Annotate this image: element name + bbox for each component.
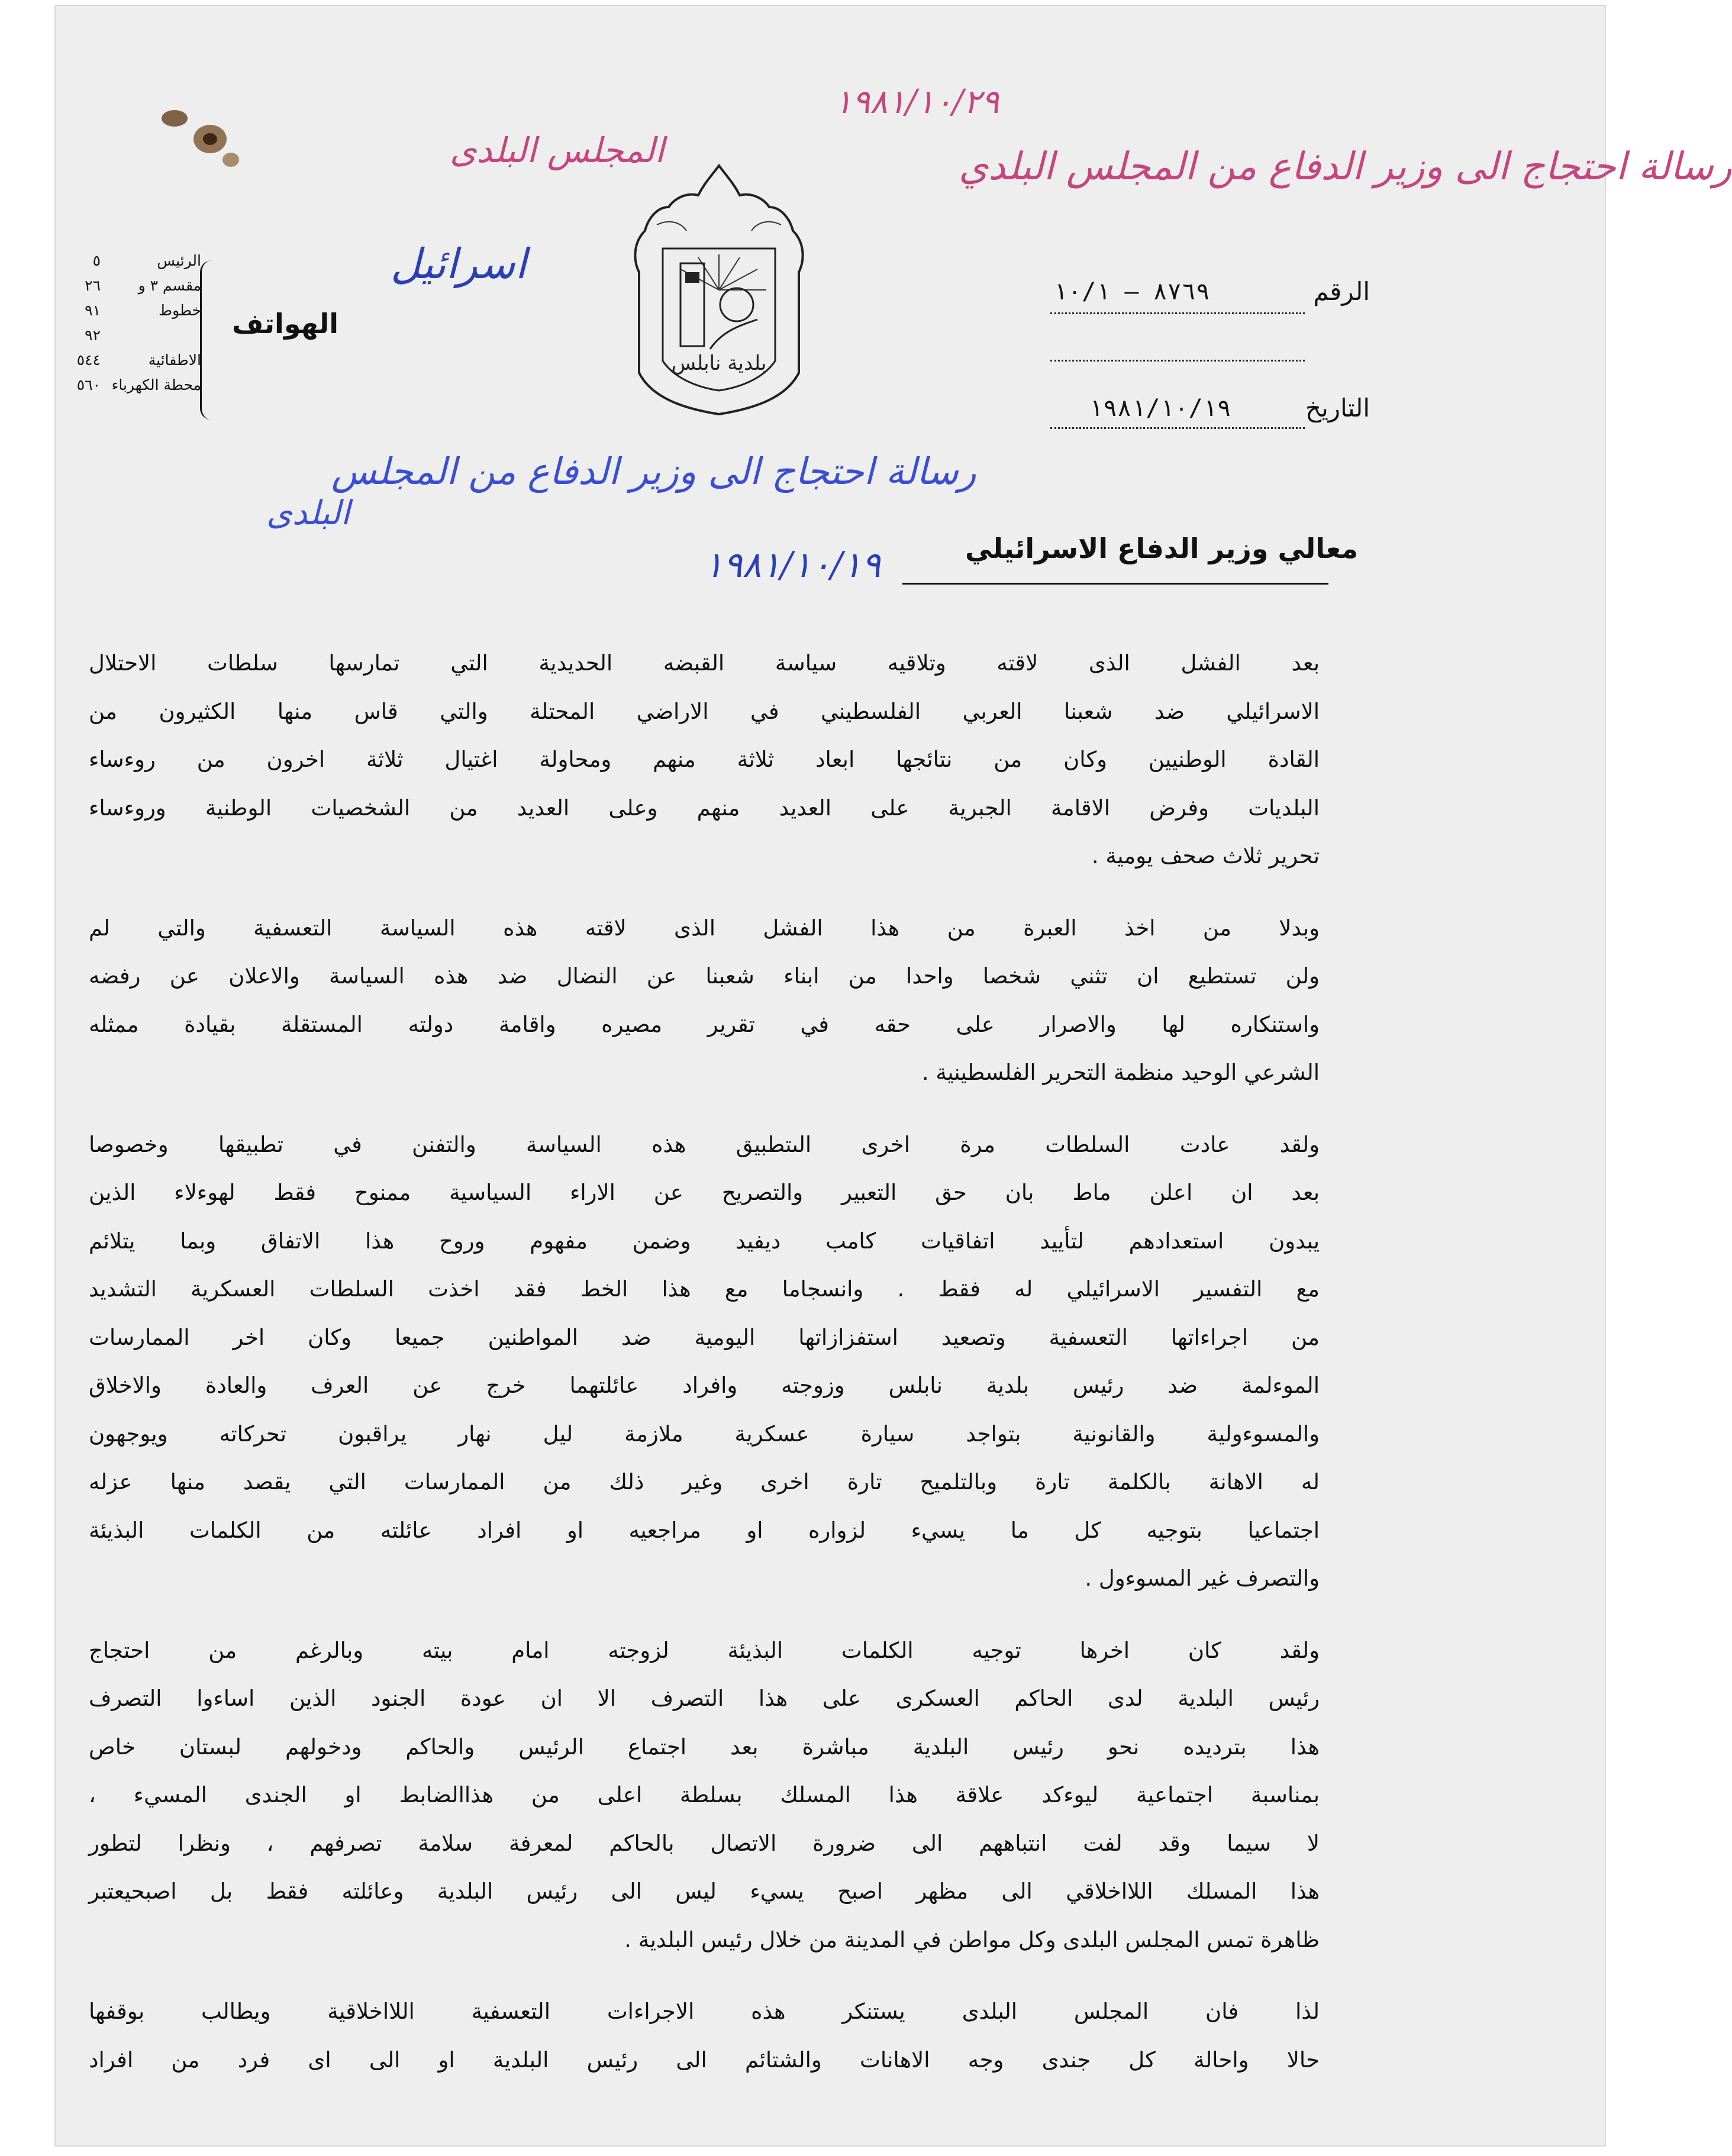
phones-brace: [200, 260, 216, 420]
phone-number: ٩٢: [85, 327, 101, 344]
phone-label: خطوط: [159, 302, 201, 319]
body-line: واستنكاره لها والاصرار على حقه في تقرير مصيره واقامة دولته المستقلة بقيادة ممثله: [89, 1011, 1320, 1037]
body-line: بعد الفشل الذى لاقته وتلاقيه سياسة القبضه الحديدية التي تمارسها سلطات الاحتلال: [89, 650, 1320, 676]
reference-underline-2: [1050, 360, 1305, 362]
handwritten-blue-note-cont: البلدى: [266, 494, 350, 532]
phone-numbers: [59, 248, 101, 398]
reference-number-value: ٨٧٦٩ — ١٠/١: [1053, 278, 1210, 305]
reference-underline: [1050, 312, 1305, 314]
body-line: تحرير ثلاث صحف يومية .: [1091, 843, 1320, 869]
body-line: هذا المسلك اللااخلاقي الى مظهر اصبح يسيء ليس الى رئيس البلدية وعائلته فقط بل اصبحيعتبر: [89, 1879, 1320, 1904]
phone-label: الاطفائية: [148, 351, 201, 369]
body-line: البلديات وفرض الاقامة الجبرية على العديد منهم وعلى العديد من الشخصيات الوطنية وروءساء: [89, 795, 1320, 821]
body-line: ولقد عادت السلطات مرة اخرى الىتطبيق هذه السياسة والتفنن في تطبيقها وخصوصا: [89, 1131, 1320, 1157]
addressee: معالي وزير الدفاع الاسرائيلي: [965, 532, 1358, 564]
handwritten-red-date: ١٩٨١/١٠/٢٩: [834, 83, 999, 121]
body-line: الشرعي الوحيد منظمة التحرير الفلسطينية .: [921, 1060, 1320, 1085]
body-line: والتصرف غير المسوءول .: [1085, 1566, 1320, 1591]
handwritten-blue-date: ١٩٨١/١٠/١٩: [704, 544, 881, 586]
paragraph-4: [89, 1626, 1320, 1964]
body-line: ولقد كان اخرها توجيه الكلمات البذيئة لزوجته امام بيته وبالرغم من احتجاج: [89, 1637, 1320, 1663]
addressee-underline: [902, 583, 1328, 585]
nablus-municipality-emblem: [621, 160, 817, 420]
date-label: التاريخ: [1305, 393, 1370, 422]
phone-labels: [112, 248, 201, 398]
phone-label: مقسم ٣ و: [138, 277, 201, 294]
body-line: لا سيما وقد لفت انتباههم الى ضرورة الاتصال بالحاكم لمعرفة سلامة تصرفهم ، ونظرا لتطور: [89, 1830, 1320, 1856]
handwritten-red-note-cont: المجلس البلدى: [450, 130, 665, 170]
phone-number: ٥٤٤: [76, 351, 101, 369]
paragraph-1: [89, 639, 1320, 880]
date-underline: [1050, 427, 1305, 429]
body-line: لذا فان المجلس البلدى يستنكر هذه الاجراءات التعسفية اللااخلاقية ويطالب بوقفها: [89, 1999, 1320, 2024]
body-line: مع التفسير الاسرائيلي له فقط . وانسجاما مع هذا الخط فقد اخذت السلطات العسكرية التشديد: [89, 1276, 1320, 1302]
phones-title: الهواتف: [232, 308, 339, 340]
phone-label: [112, 323, 201, 348]
body-line: يبدون استعدادهم لتأييد اتفاقيات كامب ديفيد وضمن مفهوم وروح هذا الاتفاق وبما يتلائم: [89, 1228, 1320, 1254]
paragraph-3: [89, 1121, 1320, 1603]
body-line: حالا واحالة كل جندى وجه الاهانات والشتائم الى رئيس البلدية او الى اى فرد من افراد: [89, 2047, 1320, 2073]
body-line: له الاهانة بالكلمة تارة وبالتلميح تارة اخرى وغير ذلك من الممارسات التي يقصد منها عزله: [89, 1469, 1320, 1495]
reference-number-label: الرقم: [1313, 277, 1370, 306]
body-line: رئيس البلدية لدى الحاكم العسكرى على هذا التصرف الا ان عودة الجنود الذين اساءوا التصرف: [89, 1686, 1320, 1711]
phone-label: محطة الكهرباء: [111, 376, 201, 393]
phone-label: الرئيس: [157, 252, 201, 269]
body-line: ولن تستطيع ان تثني شخصا واحدا من ابناء شعبنا عن النضال ضد هذه السياسة والاعلان عن رفضه: [89, 963, 1320, 989]
body-line: اجتماعيا بتوجيه كل ما يسيء لزواره او مراجعيه او افراد عائلته من الكلمات البذيئة: [89, 1517, 1320, 1543]
body-line: والمسوءولية والقانونية بتواجد سيارة عسكرية ملازمة ليل نهار يراقبون تحركاته ويوجهون: [89, 1421, 1320, 1447]
paragraph-2: [89, 904, 1320, 1097]
letter-body: [89, 639, 1320, 2084]
body-line: القادة الوطنيين وكان من نتائجها ابعاد ثلاثة منهم ومحاولة اغتيال ثلاثة اخرون من روءساء: [89, 747, 1320, 772]
body-line: الموءلمة ضد رئيس بلدية نابلس وزوجته وافراد عائلتهما خرج عن العرف والعادة والاخلاق: [89, 1373, 1320, 1398]
phone-number: ٥٦٠: [76, 376, 101, 393]
body-line: ظاهرة تمس المجلس البلدى وكل مواطن في المدينة من خلال رئيس البلدية .: [624, 1926, 1320, 1952]
body-line: الاسرائيلي ضد شعبنا العربي الفلسطيني في الاراضي المحتلة والتي قاس منها الكثيرون من: [89, 698, 1320, 724]
date-value: ١٩٨١/١٠/١٩: [1089, 395, 1231, 422]
body-line: بعد ان اعلن ماط بان حق التعبير والتصريح عن الاراء السياسية ممنوح فقط لهوءلاء الذين: [89, 1180, 1320, 1205]
phone-number: ٢٦: [85, 277, 101, 294]
body-line: بمناسبة اجتماعية ليوءكد علاقة هذا المسلك بسلطة اعلى من هذاالضابط او الجندى المسيء ،: [89, 1782, 1320, 1808]
phone-number: ٩١: [85, 302, 101, 319]
body-line: وبدلا من اخذ العبرة من هذا الفشل الذى لاقته هذه السياسة التعسفية والتي لم: [89, 915, 1320, 941]
body-line: من اجراءاتها التعسفية وتصعيد استفزازاتها اليومية ضد المواطنين جميعا وكان اخر الممارسات: [89, 1324, 1320, 1350]
handwritten-red-note: رسالة احتجاج الى وزير الدفاع من المجلس البلدي: [959, 145, 1732, 189]
paragraph-5: [89, 1987, 1320, 2084]
emblem-label: بلدية نابلس: [671, 351, 767, 375]
handwritten-blue-note: رسالة احتجاج الى وزير الدفاع من المجلس: [331, 450, 976, 493]
body-line: هذا بترديده نحو رئيس البلدية مباشرة بعد اجتماع الرئيس والحاكم ودخولهم لبستان خاص: [89, 1734, 1320, 1760]
phone-number: ٥: [92, 252, 101, 269]
rust-stain: [154, 95, 243, 183]
handwritten-blue-word: اسرائيل: [391, 240, 527, 288]
